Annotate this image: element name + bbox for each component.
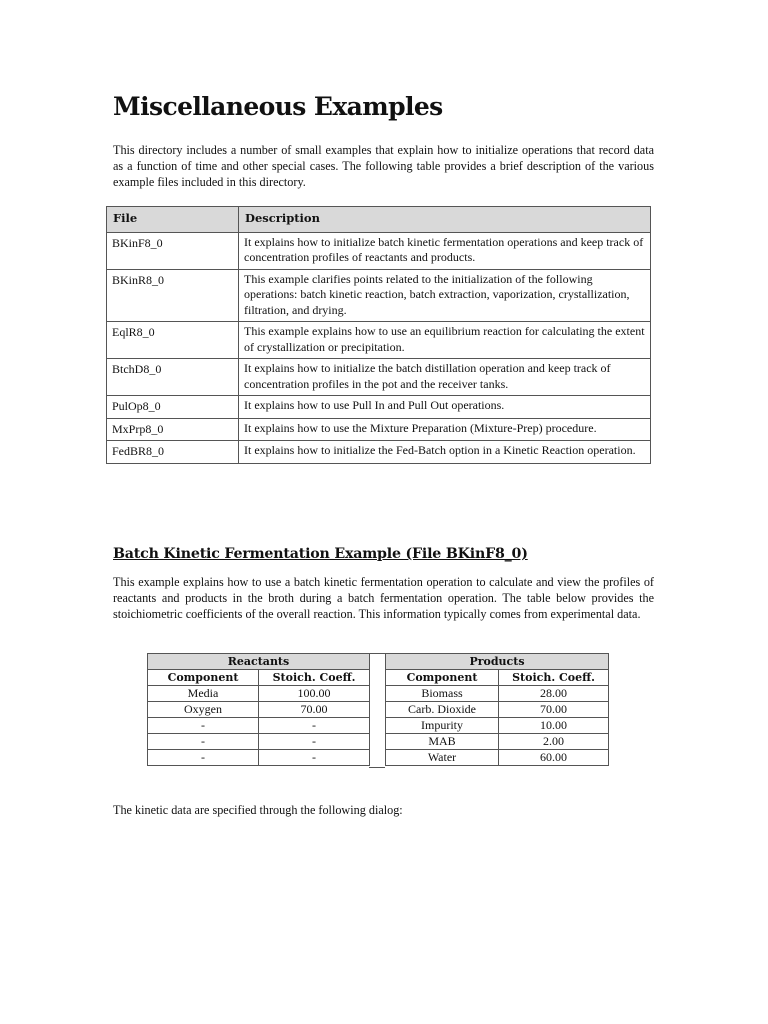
table-row [386,702,609,718]
file-name-cell: BKinR8_0 [107,269,239,322]
file-name-cell: PulOp8_0 [107,396,239,419]
table-row [148,750,370,766]
component-cell: Impurity [386,718,499,734]
coeff-cell: 28.00 [499,686,609,702]
component-cell: MAB [386,734,499,750]
table-row [386,686,609,702]
description-cell: It explains how to use the Mixture Preparation (Mixture-Prep) procedure. [239,418,651,441]
component-cell: Media [148,686,259,702]
section-heading: Batch Kinetic Fermentation Example (File BKinF8_0) [113,546,528,562]
component-cell: Oxygen [148,702,259,718]
coeff-cell: 70.00 [259,702,370,718]
component-cell: Biomass [386,686,499,702]
table-header-row [107,207,651,233]
table-row [148,734,370,750]
column-header-stoich-coeff: Stoich. Coeff. [499,670,609,686]
file-name-cell: BKinF8_0 [107,232,239,269]
coeff-cell: 70.00 [499,702,609,718]
page-title: Miscellaneous Examples [113,92,443,121]
description-cell: It explains how to use Pull In and Pull Out operations. [239,396,651,419]
products-table [385,653,609,766]
reactants-table [147,653,370,766]
component-cell: - [148,734,259,750]
closing-paragraph: The kinetic data are specified through the following dialog: [113,803,403,817]
table-row [107,359,651,396]
table-row [107,396,651,419]
file-name-cell: FedBR8_0 [107,441,239,464]
products-title: Products [386,654,609,670]
table-row [386,718,609,734]
table-row [148,702,370,718]
column-header-stoich-coeff: Stoich. Coeff. [259,670,370,686]
table-row [148,718,370,734]
coeff-cell: 10.00 [499,718,609,734]
coeff-cell: 60.00 [499,750,609,766]
table-row [386,750,609,766]
component-cell: - [148,750,259,766]
coeff-cell: 100.00 [259,686,370,702]
table-gap-divider [369,653,385,768]
table-row [386,734,609,750]
coeff-cell: 2.00 [499,734,609,750]
description-cell: It explains how to initialize batch kinetic fermentation operations and keep track of concentration profiles of reactants and products. [239,232,651,269]
component-cell: Carb. Dioxide [386,702,499,718]
table-row [107,418,651,441]
column-header-component: Component [386,670,499,686]
table-row [107,441,651,464]
component-cell: Water [386,750,499,766]
description-cell: It explains how to initialize the batch distillation operation and keep track of concentration profiles in the pot and the receiver tanks. [239,359,651,396]
table-row [107,232,651,269]
column-header-file: File [107,207,239,233]
intro-paragraph: This directory includes a number of small examples that explain how to initialize operations that record data as a function of time and other special cases. The following table provides a brief description of the various example files included in this directory. [113,143,654,189]
section-paragraph: This example explains how to use a batch kinetic fermentation operation to calculate and view the profiles of reactants and products in the broth during a batch fermentation operation. The table below provides the stoichiometric coefficients of the overall reaction. This information typically comes from experimental data. [113,575,654,621]
description-cell: This example explains how to use an equilibrium reaction for calculating the extent of crystallization or precipitation. [239,322,651,359]
table-row [107,269,651,322]
file-name-cell: MxPrp8_0 [107,418,239,441]
description-cell: This example clarifies points related to the initialization of the following operations: batch kinetic reaction, batch extraction, vaporization, crystallization, filtration, and drying. [239,269,651,322]
example-files-table [106,206,651,464]
file-name-cell: BtchD8_0 [107,359,239,396]
coeff-cell: - [259,718,370,734]
table-row [148,686,370,702]
coeff-cell: - [259,734,370,750]
column-header-component: Component [148,670,259,686]
file-name-cell: EqlR8_0 [107,322,239,359]
reactants-title: Reactants [148,654,370,670]
component-cell: - [148,718,259,734]
table-row [107,322,651,359]
column-header-description: Description [239,207,651,233]
description-cell: It explains how to initialize the Fed-Batch option in a Kinetic Reaction operation. [239,441,651,464]
coeff-cell: - [259,750,370,766]
